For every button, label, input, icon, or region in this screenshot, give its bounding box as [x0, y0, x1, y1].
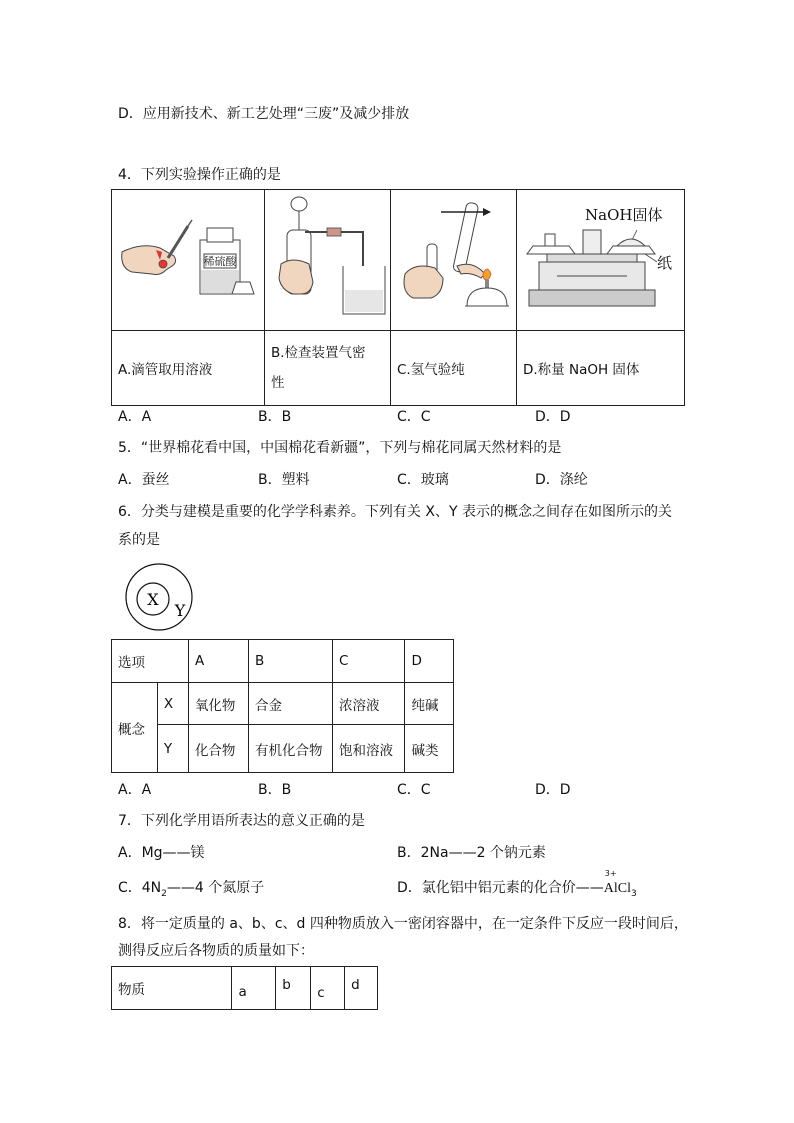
q6-header-c: C [333, 640, 405, 683]
q6-y-c: 饱和溶液 [333, 725, 405, 773]
q6-x-label: X [157, 683, 188, 725]
q6-header-a: A [188, 640, 248, 683]
x-in-y-diagram [118, 560, 204, 632]
q6-answer-a: A．A [118, 782, 152, 798]
airtightness-apparatus-illustration [265, 190, 390, 326]
q7-option-c [118, 881, 264, 899]
q4-stem: 4．下列实验操作正确的是 [118, 167, 281, 183]
q7-option-b: B．2Na——2 个钠元素 [397, 845, 546, 861]
q7-stem: 7．下列化学用语所表达的意义正确的是 [118, 813, 365, 829]
q6-y-label: Y [157, 725, 188, 773]
q8-header-b: b [276, 967, 311, 1010]
q8-stem-line1: 8．将一定质量的 a、b、c、d 四种物质放入一密闭容器中，在一定条件下反应一段时间后， [118, 916, 688, 932]
q7-c-suffix: ——4 个氮原子 [166, 880, 265, 896]
q7-d-prefix: D．氯化铝中铝元素的化合价—— [397, 880, 604, 896]
q3-option-d: D．应用新技术、新工艺处理“三废”及减少排放 [118, 106, 410, 122]
q6-header-option: 选项 [112, 640, 189, 683]
q5-answer-d: D．涤纶 [535, 472, 588, 488]
q7-c-prefix: C．4N [118, 880, 162, 896]
q7-c-subscript: 2 [161, 888, 167, 899]
q4-fig-b-cell [265, 190, 391, 331]
q6-row-label-concept: 概念 [112, 683, 158, 773]
q8-header-a: a [232, 967, 276, 1010]
q7-d-formula: AlCl [603, 881, 632, 896]
q4-table [111, 189, 685, 406]
q4-caption-b-line2: 性 [271, 375, 285, 391]
q8-header-d: d [345, 967, 378, 1010]
q8-stem-line2: 测得反应后各物质的质量如下： [118, 943, 314, 959]
dropper-hand-illustration [112, 190, 264, 326]
q4-caption-b-line1: B.检查装置气密 [271, 345, 366, 361]
hydrogen-test-illustration [391, 190, 516, 326]
q4-fig-d-cell [517, 190, 685, 331]
q4-fig-a-cell [112, 190, 265, 331]
q6-x-c: 浓溶液 [333, 683, 405, 725]
paper-label: 纸 [657, 254, 673, 272]
balance-illustration [517, 190, 684, 326]
q4-answer-d: D．D [535, 409, 571, 425]
q7-d-subscript: 3 [631, 888, 637, 899]
q6-answer-b: B．B [258, 782, 292, 798]
diagram-x-label: X [147, 590, 159, 609]
q5-answer-b: B．塑料 [258, 472, 310, 488]
q6-stem-line1: 6．分类与建模是重要的化学学科素养。下列有关 X、Y 表示的概念之间存在如图所示的关 [118, 504, 672, 520]
q4-caption-a: A.滴管取用溶液 [112, 331, 265, 406]
q7-d-formula-wrap [603, 869, 637, 899]
q6-header-b: B [248, 640, 332, 683]
q4-caption-c: C.氢气验纯 [391, 331, 517, 406]
q7-option-d [397, 869, 637, 899]
q8-table [111, 966, 378, 1010]
q7-d-charge: 3+ [604, 869, 617, 878]
diagram-y-label: Y [174, 601, 186, 620]
q6-y-d: 碱类 [405, 725, 454, 773]
q8-header-c: c [311, 967, 345, 1010]
q4-caption-d: D.称量 NaOH 固体 [517, 331, 685, 406]
q6-x-b: 合金 [248, 683, 332, 725]
q6-header-d: D [405, 640, 454, 683]
q4-answer-a: A．A [118, 409, 152, 425]
q4-caption-b [265, 331, 391, 406]
q6-table [111, 639, 454, 773]
naoh-label: NaOH固体 [585, 206, 663, 224]
q6-answer-d: D．D [535, 782, 571, 798]
q4-answer-c: C．C [397, 409, 431, 425]
q8-header-substance: 物质 [112, 967, 232, 1010]
outer-circle-y [126, 564, 192, 630]
q6-answer-c: C．C [397, 782, 431, 798]
q6-y-a: 化合物 [188, 725, 248, 773]
q5-answer-a: A．蚕丝 [118, 472, 170, 488]
q5-answer-c: C．玻璃 [397, 472, 449, 488]
q6-stem-line2: 系的是 [118, 532, 160, 548]
q6-x-a: 氧化物 [188, 683, 248, 725]
q6-y-b: 有机化合物 [248, 725, 332, 773]
q4-fig-c-cell [391, 190, 517, 331]
q6-x-d: 纯碱 [405, 683, 454, 725]
q5-stem: 5．“世界棉花看中国，中国棉花看新疆”，下列与棉花同属天然材料的是 [118, 440, 562, 456]
q7-option-a: A．Mg——镁 [118, 845, 205, 861]
bottle-label: 稀硫酸 [203, 255, 237, 268]
q4-answer-b: B．B [258, 409, 292, 425]
